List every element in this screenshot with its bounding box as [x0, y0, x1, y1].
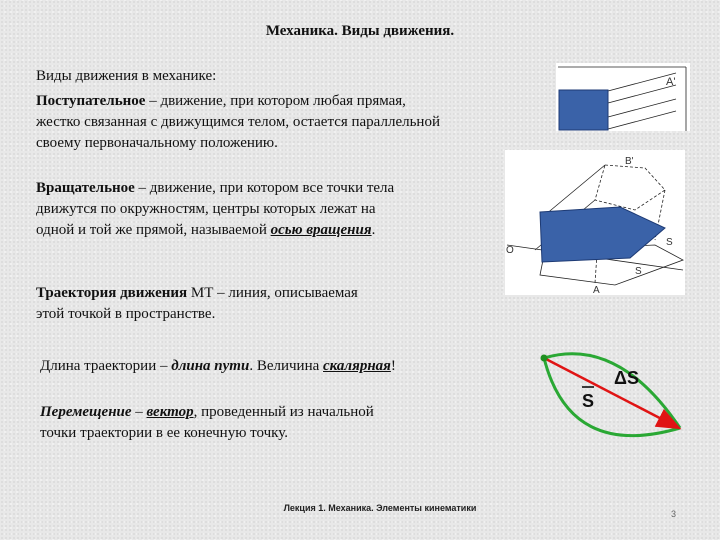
- translational-paragraph: [36, 91, 556, 154]
- displacement-line-2: точки траектории в ее конечную точку.: [40, 425, 288, 441]
- motion-line-4: [608, 111, 676, 129]
- rotational-text-3a: одной и той же прямой, называемой: [36, 222, 271, 238]
- footer-caption: Лекция 1. Механика. Элементы кинематики: [283, 503, 477, 513]
- rotational-motion-figure: [505, 150, 685, 295]
- rotation-axis-term: осью вращения: [270, 222, 372, 238]
- path-text-3: !: [390, 358, 396, 374]
- displacement-line-1: [40, 402, 520, 423]
- displacement-figure: [530, 340, 700, 445]
- translational-line-1: [36, 91, 556, 112]
- rotational-text-3b: .: [371, 222, 376, 238]
- rotational-line-2: движутся по окружностям, центры которых лежат на: [36, 201, 376, 217]
- path-text-2: . Величина: [249, 358, 324, 374]
- translational-term: Поступательное: [36, 93, 146, 109]
- label-s-bottom: S: [635, 266, 642, 277]
- scalar-term: скалярная: [323, 358, 391, 374]
- label-b-prime: B': [625, 156, 634, 167]
- translational-line-3: своему первоначальному положению.: [36, 135, 278, 151]
- page-title: Механика. Виды движения.: [265, 23, 455, 39]
- rotational-text-1: – движение, при котором все точки тела: [134, 180, 395, 196]
- translational-line-2: жестко связанная с движущимся телом, остается параллельной: [36, 114, 440, 130]
- motion-line-3: [608, 99, 676, 117]
- delta-s-label: ΔS: [614, 368, 639, 388]
- displacement-text-1: , проведенный из начальной: [193, 404, 374, 420]
- edge-b-line: [545, 165, 605, 215]
- intro-text: Виды движения в механике:: [36, 68, 217, 84]
- path-text-1: Длина траектории –: [40, 358, 172, 374]
- path-length-paragraph: [40, 356, 520, 377]
- moving-body-block: [559, 90, 608, 130]
- rotating-body-shape: [540, 207, 665, 262]
- rotational-paragraph: [36, 178, 516, 241]
- label-s-right: S: [666, 237, 673, 248]
- s-vector-label: S: [582, 391, 595, 411]
- trajectory-paragraph: [36, 283, 516, 325]
- page-number: 3: [671, 509, 677, 519]
- displacement-paragraph: [40, 402, 520, 444]
- rotational-line-3: [36, 220, 516, 241]
- rotational-line-1: [36, 178, 516, 199]
- rotated-outline: [595, 165, 665, 210]
- label-a-prime: A': [666, 76, 676, 88]
- start-point: [541, 355, 548, 362]
- translational-text-1: – движение, при котором любая прямая,: [145, 93, 406, 109]
- vector-term: вектор: [146, 404, 194, 420]
- trajectory-term: Траектория движения: [36, 285, 188, 301]
- trajectory-line-1: [36, 283, 516, 304]
- displacement-dash: –: [131, 404, 147, 420]
- displacement-term: Перемещение: [40, 404, 132, 420]
- trajectory-text-1: МТ – линия, описываемая: [187, 285, 358, 301]
- path-length-term: длина пути: [171, 358, 250, 374]
- displacement-vector-arrow: [544, 358, 677, 427]
- translational-motion-figure: [556, 63, 690, 131]
- rotational-term: Вращательное: [36, 180, 135, 196]
- label-o: O: [506, 245, 514, 256]
- label-a: A: [593, 285, 600, 295]
- trajectory-line-2: этой точкой в пространстве.: [36, 306, 216, 322]
